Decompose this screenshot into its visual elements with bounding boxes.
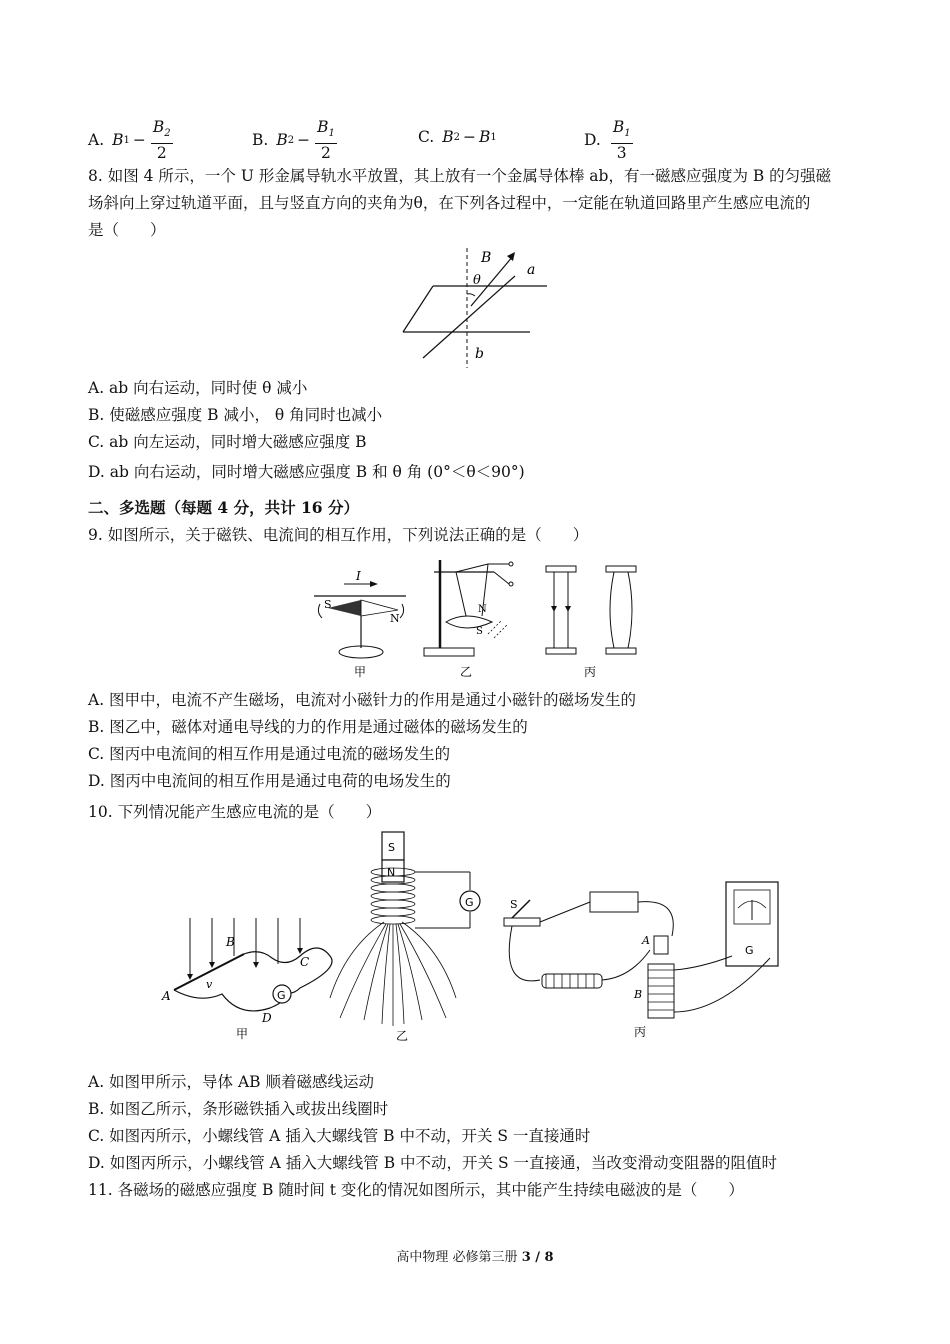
fraction: $\frac{B_2}{2}$ [152, 118, 171, 163]
page-footer [0, 1246, 950, 1265]
q10-bing-galvanometer: G [745, 944, 754, 957]
q9-option-c: C. 图丙中电流间的相互作用是通过电流的磁场发生的 [88, 745, 451, 763]
page-number: 3 / 8 [521, 1250, 554, 1265]
q8-option-a: A. ab 向右运动，同时使 θ 减小 [88, 379, 308, 397]
q10-label-a: A [162, 989, 171, 1003]
q9-option-a: A. 图甲中，电流不产生磁场，电流对小磁针力的作用是通过小磁针的磁场发生的 [88, 691, 637, 709]
q9-figure [306, 552, 646, 682]
q10-figure-jia [161, 918, 332, 1041]
q9-caption-yi: 乙 [460, 665, 473, 679]
q9-figure-bing [546, 566, 636, 679]
q9-caption-jia: 甲 [354, 665, 367, 679]
q10-label-switch-s: S [510, 898, 518, 911]
q10-label-c: C [300, 955, 310, 969]
q10-stem: 10. 下列情况能产生感应电流的是（ ） [88, 803, 382, 821]
q8-label-theta: θ [473, 273, 481, 288]
q9-figure-jia [314, 569, 406, 679]
q9-option-d: D. 图丙中电流间的相互作用是通过电荷的电场发生的 [88, 772, 451, 790]
q8-option-c: C. ab 向左运动，同时增大磁感应强度 B [88, 433, 367, 451]
q10-yi-galvanometer: G [465, 896, 474, 909]
q8-label-a: a [527, 262, 536, 278]
q8-label-b: b [475, 346, 484, 362]
q10-caption-yi: 乙 [396, 1029, 409, 1043]
q7-option-d: D. $\frac{B_1}{3}$ [584, 118, 631, 163]
q9-label-i: I [356, 569, 361, 583]
q8-option-b: B. 使磁感应强度 B 减小， θ 角同时也减小 [88, 406, 383, 424]
q9-option-b: B. 图乙中，磁体对通电导线的力的作用是通过磁体的磁场发生的 [88, 718, 528, 736]
q10-jia-galvanometer: G [277, 989, 286, 1002]
q10-figure-bing [504, 882, 778, 1039]
q8-option-d: D. ab 向右运动，同时增大磁感应强度 B 和 θ 角 (0°＜θ＜90°) [88, 463, 525, 481]
q9-yi-label-n: N [478, 604, 487, 615]
q9-yi-label-s: S [476, 626, 483, 637]
q10-figure [160, 828, 790, 1046]
q7-option-c: C. B 2 − B 1 [418, 128, 497, 146]
q7-option-b: B. B 2 − $\frac{B_1}{2}$ [252, 118, 335, 163]
fraction: $\frac{B_1}{3}$ [612, 118, 631, 163]
q10-option-a: A. 如图甲所示，导体 AB 顺着磁感线运动 [88, 1073, 374, 1091]
q9-stem: 9. 如图所示，关于磁铁、电流间的相互作用，下列说法正确的是（ ） [88, 526, 589, 544]
q10-option-c: C. 如图丙所示，小螺线管 A 插入大螺线管 B 中不动，开关 S 一直接通时 [88, 1127, 591, 1145]
q10-figure-yi [330, 832, 480, 1043]
q9-label-s: S [324, 598, 332, 611]
q10-label-coil-b: B [634, 988, 643, 1001]
q10-label-v: v [206, 978, 213, 991]
q10-option-d: D. 如图丙所示，小螺线管 A 插入大螺线管 B 中不动，开关 S 一直接通，当改变滑动变阻器的阻值时 [88, 1154, 777, 1172]
q10-label-b: B [226, 935, 235, 949]
q8-stem-line-3: 是（ ） [88, 221, 166, 239]
q8-label-b-field: B [481, 250, 492, 266]
q10-caption-bing: 丙 [634, 1025, 647, 1039]
section-2-heading: 二、多选题（每题 4 分，共计 16 分） [88, 498, 359, 517]
q8-stem-line-1: 8. 如图 4 所示，一个 U 形金属导轨水平放置，其上放有一个金属导体棒 ab，有一磁感应强度为 B 的匀强磁 [88, 167, 832, 185]
q9-caption-bing: 丙 [584, 665, 597, 679]
footer-text: 高中物理 必修第三册 [396, 1250, 522, 1265]
q11-stem: 11. 各磁场的磁感应强度 B 随时间 t 变化的情况如图所示，其中能产生持续电磁波的是（ ） [88, 1181, 744, 1199]
fraction: $\frac{B_1}{2}$ [317, 118, 335, 163]
q10-label-coil-a: A [642, 934, 650, 947]
q10-label-s: S [388, 841, 395, 854]
q10-label-d: D [262, 1011, 272, 1025]
q9-figure-yi [424, 560, 513, 679]
q9-label-n: N [390, 612, 400, 625]
q7-option-a: A. B 1 − $\frac{B_2}{2}$ [88, 118, 171, 163]
q8-rail-figure [395, 246, 565, 372]
q10-caption-jia: 甲 [236, 1027, 249, 1041]
q10-option-b: B. 如图乙所示，条形磁铁插入或拔出线圈时 [88, 1100, 389, 1118]
q8-stem-line-2: 场斜向上穿过轨道平面，且与竖直方向的夹角为θ，在下列各过程中，一定能在轨道回路里产生感应电流的 [88, 194, 811, 212]
q10-label-n: N [387, 866, 396, 879]
